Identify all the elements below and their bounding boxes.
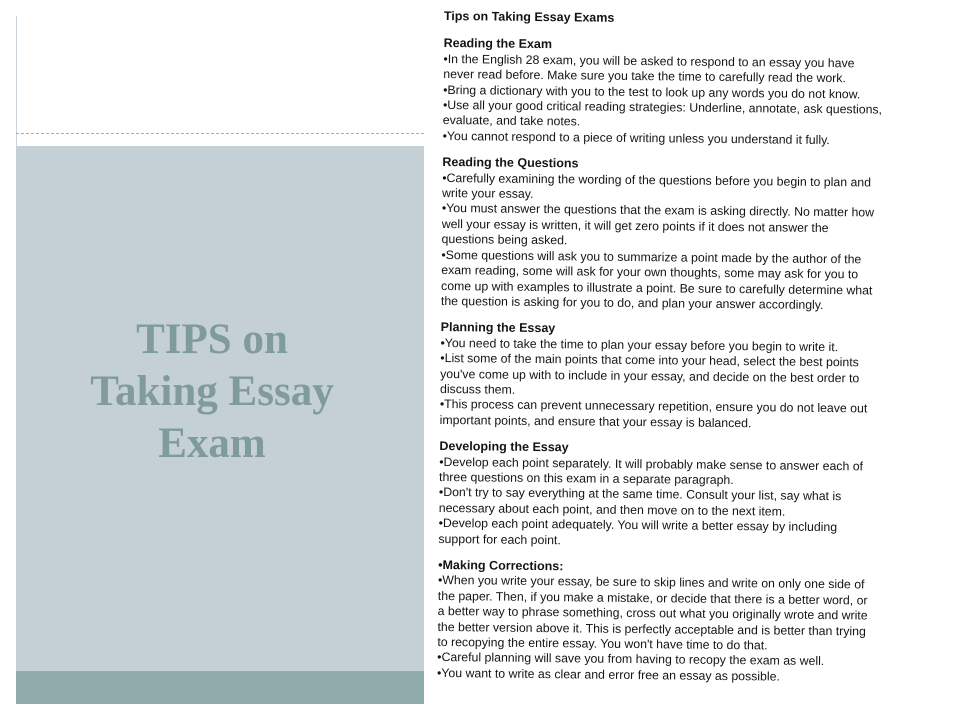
slide-title-line: Exam xyxy=(158,420,266,467)
section-heading: Planning the Essay xyxy=(440,320,556,336)
scanned-handout xyxy=(424,0,944,720)
text-line: •You need to take the time to plan your essay before you begin to write it. xyxy=(440,335,839,354)
text-line: support for each point. xyxy=(438,531,561,547)
section-heading: Developing the Essay xyxy=(439,439,569,455)
text-line: •In the English 28 exam, you will be asked to respond to an essay you have xyxy=(443,51,855,71)
text-line: the question is asking for you to do, and plan your answer accordingly. xyxy=(440,293,824,312)
slide-title xyxy=(16,314,408,470)
section-heading: •Making Corrections: xyxy=(438,557,564,574)
text-line: never read before. Make sure you take the time to carefully read the work. xyxy=(443,67,846,86)
text-line: the paper. Then, if you make a mistake, or decide that there is a better word, or xyxy=(437,588,868,608)
text-line: •Develop each point adequately. You will write a better essay by including xyxy=(438,516,838,535)
section-reading-exam xyxy=(443,36,939,149)
text-line: write your essay. xyxy=(441,186,534,202)
text-line: evaluate, and take notes. xyxy=(442,113,581,129)
text-line: the better version above it. This is perfectly acceptable and is better than trying xyxy=(437,619,866,639)
handout-title: Tips on Taking Essay Exams xyxy=(443,9,615,25)
text-line: •Use all your good critical reading strategies: Underline, annotate, ask questions, xyxy=(442,98,883,117)
text-line: •Some questions will ask you to summarize a point made by the author of the xyxy=(441,247,862,267)
text-line: necessary about each point, and then move on to the next item. xyxy=(438,500,786,519)
text-line: questions being asked. xyxy=(441,232,568,248)
text-line: important points, and ensure that your essay is balanced. xyxy=(439,412,752,430)
text-line: •You cannot respond to a piece of writing unless you understand it fully. xyxy=(442,128,830,147)
section-developing xyxy=(438,439,934,552)
slide-title-line: TIPS on xyxy=(136,316,288,363)
text-line: •You want to write as clear and error free an essay as possible. xyxy=(436,665,780,684)
text-line: to recopying the entire essay. You won't have time to do that. xyxy=(437,634,768,653)
text-line: three questions on this exam in a separate paragraph. xyxy=(439,469,734,488)
section-corrections xyxy=(437,558,933,686)
bottom-accent-bar xyxy=(16,671,424,704)
section-heading: Reading the Exam xyxy=(443,36,553,52)
text-line: •This process can prevent unnecessary repetition, ensure you do not leave out xyxy=(439,397,868,416)
text-line: •When you write your essay, be sure to skip lines and write on only one side of xyxy=(437,573,865,592)
section-reading-questions xyxy=(441,155,938,314)
text-line: exam reading, some will ask for your own thoughts, some may ask for you to xyxy=(441,263,859,282)
divider-dashed xyxy=(16,133,424,134)
handout-content xyxy=(437,9,939,697)
section-planning xyxy=(440,320,936,433)
slide-title-line: Taking Essay xyxy=(90,368,334,415)
text-line: •Careful planning will save you from having to recopy the exam as well. xyxy=(437,650,825,669)
text-line: •Don't try to say everything at the same time. Consult your list, say what is xyxy=(438,485,842,504)
text-line: •List some of the main points that come into your head, select the best points xyxy=(440,351,859,370)
text-line: well your essay is written, it will get zero points if it does not answer the xyxy=(441,216,829,235)
text-line: •You must answer the questions that the exam is asking directly. No matter how xyxy=(441,201,875,220)
section-heading: Reading the Questions xyxy=(442,155,579,171)
text-line: you've come up with to include in your essay, and decide on the best order to xyxy=(440,366,860,385)
text-line: discuss them. xyxy=(439,381,516,397)
text-line: come up with examples to illustrate a point. Be sure to carefully determine what xyxy=(441,278,873,298)
text-line: •Bring a dictionary with you to the test to look up any words you do not know. xyxy=(443,82,861,101)
text-line: •Develop each point separately. It will probably make sense to answer each of xyxy=(439,454,864,473)
text-line: •Carefully examining the wording of the questions before you begin to plan and xyxy=(442,170,872,190)
text-line: a better way to phrase something, cross out what you originally wrote and write xyxy=(437,604,868,623)
